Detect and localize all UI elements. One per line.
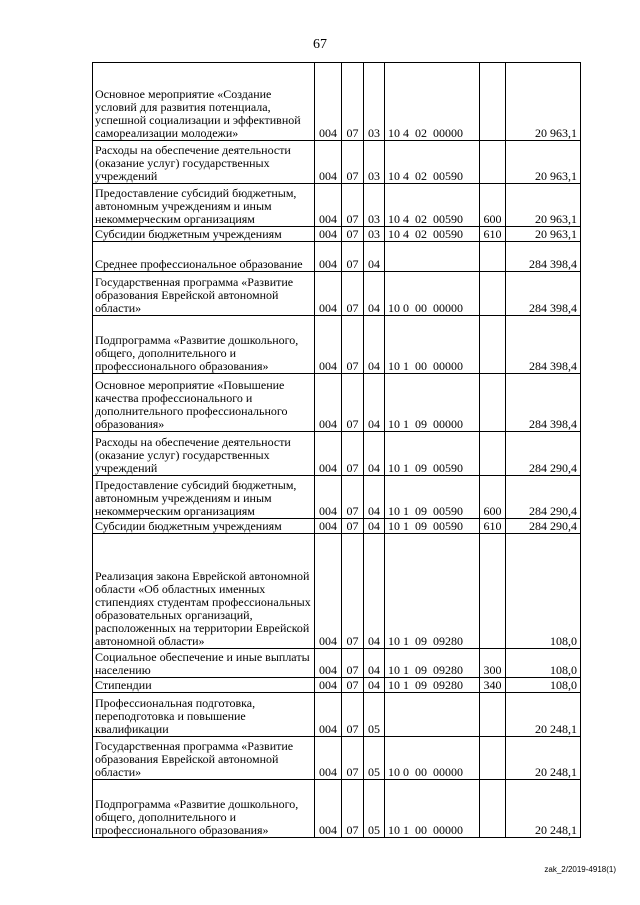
budget-table — [92, 62, 581, 838]
row-name: Расходы на обеспечение деятельности (оказание услуг) государственных учреждений — [93, 432, 315, 476]
row-ministry-code: 004 — [315, 227, 342, 242]
row-target-article-code: 10 1 00 00000 — [385, 316, 480, 374]
row-name: Подпрограмма «Развитие дошкольного, общего, дополнительного и профессионального образования» — [93, 316, 315, 374]
row-expense-type-code — [480, 141, 506, 184]
row-ministry-code: 004 — [315, 63, 342, 141]
row-section-code: 07 — [342, 534, 364, 649]
row-subsection-code: 03 — [364, 141, 385, 184]
row-ministry-code: 004 — [315, 534, 342, 649]
row-name: Государственная программа «Развитие образования Еврейской автономной области» — [93, 737, 315, 780]
row-name: Государственная программа «Развитие образования Еврейской автономной области» — [93, 272, 315, 316]
row-target-article-code: 10 1 09 09280 — [385, 678, 480, 693]
row-name: Расходы на обеспечение деятельности (оказание услуг) государственных учреждений — [93, 141, 315, 184]
row-ministry-code: 004 — [315, 374, 342, 432]
row-target-article-code: 10 0 00 00000 — [385, 272, 480, 316]
row-section-code: 07 — [342, 184, 364, 227]
row-ministry-code: 004 — [315, 693, 342, 737]
row-subsection-code: 04 — [364, 649, 385, 678]
row-section-code: 07 — [342, 316, 364, 374]
table-row — [93, 374, 581, 432]
row-subsection-code: 04 — [364, 432, 385, 476]
row-name: Предоставление субсидий бюджетным, автономным учреждениям и иным некоммерческим организациям — [93, 476, 315, 519]
row-subsection-code: 04 — [364, 272, 385, 316]
row-expense-type-code — [480, 693, 506, 737]
table-row — [93, 476, 581, 519]
row-ministry-code: 004 — [315, 316, 342, 374]
row-expense-type-code: 600 — [480, 476, 506, 519]
row-ministry-code: 004 — [315, 242, 342, 272]
row-expense-type-code: 610 — [480, 227, 506, 242]
table-row — [93, 272, 581, 316]
row-name: Профессиональная подготовка, переподготовка и повышение квалификации — [93, 693, 315, 737]
row-section-code: 07 — [342, 519, 364, 534]
row-section-code: 07 — [342, 272, 364, 316]
row-amount: 284 290,4 — [506, 519, 581, 534]
page-number: 67 — [313, 37, 327, 52]
row-expense-type-code — [480, 374, 506, 432]
table-row — [93, 649, 581, 678]
table-row — [93, 63, 581, 141]
budget-table-body — [93, 63, 581, 838]
row-amount: 20 248,1 — [506, 737, 581, 780]
row-section-code: 07 — [342, 649, 364, 678]
row-name: Основное мероприятие «Создание условий для развития потенциала, успешной социализации и эффективной самореализации молодежи» — [93, 63, 315, 141]
row-section-code: 07 — [342, 693, 364, 737]
table-row — [93, 184, 581, 227]
table-row — [93, 242, 581, 272]
row-name: Предоставление субсидий бюджетным, автономным учреждениям и иным некоммерческим организациям — [93, 184, 315, 227]
row-expense-type-code — [480, 63, 506, 141]
row-subsection-code: 03 — [364, 63, 385, 141]
row-subsection-code: 04 — [364, 519, 385, 534]
row-section-code: 07 — [342, 227, 364, 242]
row-amount: 20 248,1 — [506, 693, 581, 737]
table-row — [93, 316, 581, 374]
row-amount: 20 963,1 — [506, 227, 581, 242]
table-row — [93, 519, 581, 534]
row-amount: 20 248,1 — [506, 780, 581, 838]
row-target-article-code — [385, 693, 480, 737]
row-subsection-code: 04 — [364, 316, 385, 374]
row-expense-type-code: 600 — [480, 184, 506, 227]
table-row — [93, 737, 581, 780]
row-name: Реализация закона Еврейской автономной области «Об областных именных стипендиях студентам профессиональных образовательных организаций, расположенных на территории Еврейской автономной области» — [93, 534, 315, 649]
row-amount: 284 398,4 — [506, 374, 581, 432]
row-expense-type-code: 610 — [480, 519, 506, 534]
row-subsection-code: 03 — [364, 184, 385, 227]
table-row — [93, 141, 581, 184]
row-target-article-code: 10 1 09 00590 — [385, 519, 480, 534]
row-section-code: 07 — [342, 63, 364, 141]
row-subsection-code: 04 — [364, 374, 385, 432]
row-subsection-code: 03 — [364, 227, 385, 242]
row-subsection-code: 04 — [364, 534, 385, 649]
row-target-article-code: 10 1 09 00000 — [385, 374, 480, 432]
row-ministry-code: 004 — [315, 678, 342, 693]
row-section-code: 07 — [342, 678, 364, 693]
table-row — [93, 534, 581, 649]
row-name: Социальное обеспечение и иные выплаты населению — [93, 649, 315, 678]
row-expense-type-code — [480, 432, 506, 476]
row-expense-type-code — [480, 534, 506, 649]
row-expense-type-code — [480, 316, 506, 374]
row-amount: 20 963,1 — [506, 63, 581, 141]
table-row — [93, 693, 581, 737]
row-target-article-code: 10 0 00 00000 — [385, 737, 480, 780]
row-section-code: 07 — [342, 737, 364, 780]
table-row — [93, 780, 581, 838]
row-target-article-code: 10 4 02 00590 — [385, 141, 480, 184]
row-target-article-code: 10 1 00 00000 — [385, 780, 480, 838]
row-amount: 108,0 — [506, 534, 581, 649]
row-ministry-code: 004 — [315, 737, 342, 780]
row-subsection-code: 04 — [364, 678, 385, 693]
row-amount: 284 398,4 — [506, 242, 581, 272]
row-amount: 20 963,1 — [506, 184, 581, 227]
table-row — [93, 227, 581, 242]
row-subsection-code: 04 — [364, 242, 385, 272]
row-name: Среднее профессиональное образование — [93, 242, 315, 272]
row-ministry-code: 004 — [315, 432, 342, 476]
row-ministry-code: 004 — [315, 649, 342, 678]
row-ministry-code: 004 — [315, 476, 342, 519]
row-name: Стипендии — [93, 678, 315, 693]
row-target-article-code: 10 1 09 09280 — [385, 534, 480, 649]
row-ministry-code: 004 — [315, 272, 342, 316]
row-amount: 108,0 — [506, 678, 581, 693]
row-ministry-code: 004 — [315, 519, 342, 534]
row-target-article-code: 10 4 02 00590 — [385, 227, 480, 242]
row-subsection-code: 05 — [364, 693, 385, 737]
row-expense-type-code — [480, 242, 506, 272]
row-subsection-code: 05 — [364, 780, 385, 838]
row-expense-type-code: 300 — [480, 649, 506, 678]
row-subsection-code: 05 — [364, 737, 385, 780]
row-target-article-code: 10 1 09 09280 — [385, 649, 480, 678]
row-amount: 108,0 — [506, 649, 581, 678]
row-name: Субсидии бюджетным учреждениям — [93, 227, 315, 242]
row-name: Основное мероприятие «Повышение качества профессионального и дополнительного профессионального образования» — [93, 374, 315, 432]
row-name: Субсидии бюджетным учреждениям — [93, 519, 315, 534]
row-target-article-code: 10 1 09 00590 — [385, 432, 480, 476]
row-expense-type-code — [480, 780, 506, 838]
row-expense-type-code: 340 — [480, 678, 506, 693]
row-expense-type-code — [480, 737, 506, 780]
table-row — [93, 432, 581, 476]
row-section-code: 07 — [342, 242, 364, 272]
row-section-code: 07 — [342, 432, 364, 476]
row-amount: 284 398,4 — [506, 316, 581, 374]
row-name: Подпрограмма «Развитие дошкольного, общего, дополнительного и профессионального образования» — [93, 780, 315, 838]
row-section-code: 07 — [342, 374, 364, 432]
row-section-code: 07 — [342, 141, 364, 184]
row-ministry-code: 004 — [315, 780, 342, 838]
row-amount: 284 398,4 — [506, 272, 581, 316]
document-code: zak_2/2019-4918(1) — [544, 865, 616, 874]
row-target-article-code: 10 4 02 00000 — [385, 63, 480, 141]
row-amount: 284 290,4 — [506, 476, 581, 519]
table-row — [93, 678, 581, 693]
row-amount: 20 963,1 — [506, 141, 581, 184]
row-target-article-code: 10 1 09 00590 — [385, 476, 480, 519]
row-target-article-code — [385, 242, 480, 272]
row-ministry-code: 004 — [315, 141, 342, 184]
row-amount: 284 290,4 — [506, 432, 581, 476]
row-section-code: 07 — [342, 476, 364, 519]
row-ministry-code: 004 — [315, 184, 342, 227]
row-expense-type-code — [480, 272, 506, 316]
row-section-code: 07 — [342, 780, 364, 838]
row-subsection-code: 04 — [364, 476, 385, 519]
row-target-article-code: 10 4 02 00590 — [385, 184, 480, 227]
